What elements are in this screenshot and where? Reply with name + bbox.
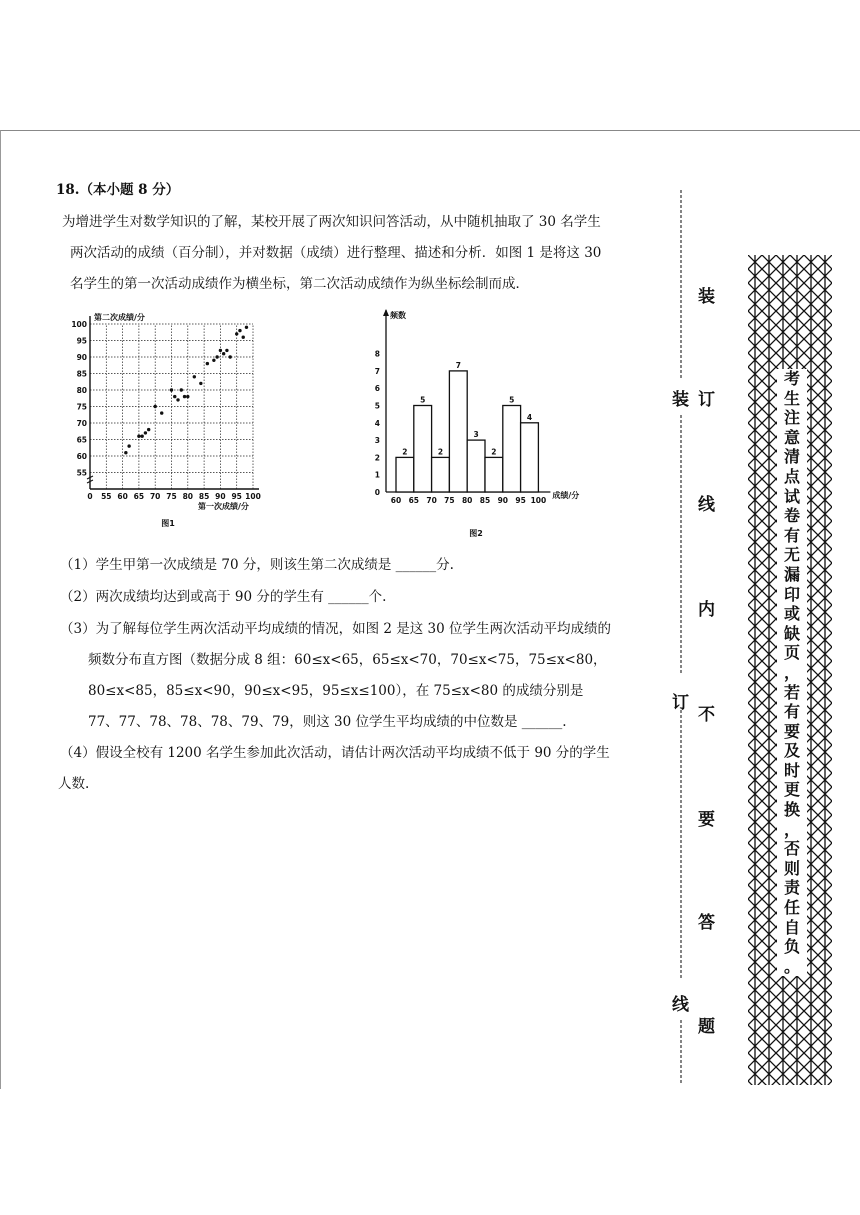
scatter-ytick: 85 (76, 369, 87, 379)
notice-char: 负 (783, 937, 800, 957)
scatter-point (173, 395, 176, 398)
scatter-ytick: 100 (71, 320, 87, 329)
hist-xtick: 80 (461, 496, 473, 505)
notice-char: 若 (783, 682, 800, 702)
scatter-xtick: 95 (231, 492, 242, 501)
scatter-point (219, 349, 222, 352)
notice-char: 则 (783, 858, 800, 878)
notice-char: ， (783, 819, 800, 839)
scatter-ytick: 90 (76, 353, 87, 362)
margin-left-char-2: 订 (672, 693, 689, 713)
notice-char: 注 (783, 408, 800, 428)
scatter-xtick: 90 (215, 492, 226, 501)
scatter-point (228, 355, 231, 358)
scatter-ytick: 55 (76, 468, 87, 478)
part-1: （1）学生甲第一次成绩是 70 分，则该生第二次成绩是 ______分. (60, 557, 454, 573)
notice-char: 责 (783, 878, 800, 898)
hist-ytick: 6 (374, 384, 380, 394)
notice-char: 有 (783, 525, 800, 545)
hist-xtick: 70 (426, 496, 437, 505)
scatter-point (193, 375, 196, 378)
notice-char: 。 (783, 956, 800, 976)
margin-right-char-1: 装 (698, 287, 715, 307)
part-3-line-2: 频数分布直方图（数据分成 8 组：60≤x<65，65≤x<70，70≤x<75，75≤x<80， (88, 652, 607, 668)
hist-ytick: 7 (374, 366, 380, 376)
scatter-point (160, 411, 163, 414)
part-4-line-1: （4）假设全校有 1200 名学生参加此次活动，请估计两次活动平均成绩不低于 90 分的学生 (60, 745, 610, 761)
part-2: （2）两次成绩均达到或高于 90 分的学生有 ______个. (60, 589, 387, 605)
hist-ytick: 5 (374, 401, 380, 411)
notice-char: 漏 (783, 564, 800, 584)
intro-line-1: 为增进学生对数学知识的了解，某校开展了两次知识问答活动，从中随机抽取了 30 名学生 (62, 214, 601, 230)
exam-notice-text (777, 369, 807, 976)
hist-bar (449, 371, 467, 492)
notice-char: ， (783, 662, 800, 682)
scatter-point (225, 349, 228, 352)
hist-title: 图2 (469, 529, 483, 538)
scatter-point (154, 405, 157, 408)
margin-right-char-6: 要 (698, 810, 715, 830)
scatter-point (140, 435, 143, 438)
hist-xtick: 90 (497, 496, 509, 505)
notice-char: 卷 (783, 506, 800, 526)
notice-char: 及 (783, 741, 800, 761)
notice-char: 考 (783, 369, 800, 388)
scatter-point (137, 435, 140, 438)
notice-char: 试 (783, 486, 800, 506)
hist-bar (396, 457, 414, 492)
scatter-point (212, 359, 215, 362)
scatter-xtick: 0 (87, 492, 93, 501)
notice-char: 自 (783, 917, 800, 937)
hist-bar-label: 2 (491, 447, 497, 457)
scatter-xtick: 75 (166, 492, 177, 501)
hist-xtick: 85 (479, 496, 491, 505)
scatter-xtick: 55 (101, 492, 112, 501)
notice-char: 任 (783, 898, 800, 918)
intro-line-3: 名学生的第一次活动成绩作为横坐标，第二次活动成绩作为纵坐标绘制而成． (70, 276, 529, 292)
scatter-ytick: 65 (76, 435, 87, 445)
margin-left-char-3: 线 (672, 995, 689, 1015)
notice-char: 有 (783, 702, 800, 722)
hist-ytick: 3 (374, 436, 380, 446)
scatter-title: 图1 (161, 519, 175, 528)
notice-char: 意 (783, 427, 800, 447)
scatter-point (215, 355, 218, 358)
binding-dashed-line (670, 190, 700, 1090)
margin-right-char-2: 订 (698, 390, 715, 410)
scatter-ytick: 80 (76, 386, 87, 395)
hist-ytick: 0 (374, 488, 380, 497)
scatter-xtick: 65 (133, 492, 145, 501)
notice-char: 印 (783, 584, 800, 604)
hist-bar-label: 4 (526, 412, 533, 422)
scatter-point (245, 326, 248, 329)
margin-right-char-7: 答 (698, 913, 715, 933)
scatter-point (127, 444, 130, 447)
scatter-ytick: 70 (76, 419, 87, 428)
margin-left-char-1: 装 (672, 390, 689, 410)
intro-line-2: 两次活动的成绩（百分制），并对数据（成绩）进行整理、描述和分析．如图 1 是将这 30 (70, 245, 602, 261)
scatter-point (170, 388, 173, 391)
scatter-xtick: 85 (198, 492, 210, 501)
hist-bar-label: 2 (402, 447, 408, 457)
margin-right-char-3: 线 (698, 495, 715, 515)
scatter-point (180, 388, 183, 391)
notice-char: 要 (783, 721, 800, 741)
margin-right-char-5: 不 (698, 705, 715, 725)
hist-bar (521, 423, 539, 492)
hist-xtick: 100 (530, 496, 547, 505)
scatter-xtick: 100 (245, 492, 261, 501)
scatter-point (222, 352, 225, 355)
notice-char: 时 (783, 760, 800, 780)
hist-bar-label: 2 (437, 447, 444, 457)
hist-bar-label: 7 (455, 360, 461, 370)
exam-sheet (0, 130, 860, 1089)
scatter-xlabel: 第一次成绩/分 (198, 502, 249, 511)
notice-char: 否 (783, 839, 800, 859)
notice-char: 缺 (783, 623, 800, 643)
scatter-point (238, 329, 241, 332)
hist-bar (414, 406, 432, 493)
notice-char: 无 (783, 545, 800, 565)
notice-char: 页 (783, 643, 800, 663)
notice-char: 点 (783, 466, 800, 486)
notice-char: 清 (783, 447, 800, 467)
part-3-line-4: 77、77、78、78、78、79、79，则这 30 位学生平均成绩的中位数是 ______. (88, 714, 567, 730)
scatter-point (199, 382, 202, 385)
part-3-line-3: 80≤x<85，85≤x<90，90≤x<95，95≤x≤100），在 75≤x<80 的成绩分别是 (88, 683, 584, 699)
hist-bar-label: 5 (509, 395, 515, 405)
histogram-svg (360, 306, 600, 546)
notice-char: 生 (783, 388, 800, 408)
part-3-line-1: （3）为了解每位学生两次活动平均成绩的情况，如图 2 是这 30 位学生两次活动平均成绩的 (60, 621, 612, 637)
part-4-line-2: 人数. (58, 776, 90, 792)
hist-xtick: 60 (390, 496, 402, 505)
scatter-xtick: 70 (149, 492, 161, 501)
hist-ytick: 1 (374, 470, 380, 480)
notice-char: 换 (783, 800, 800, 820)
scatter-point (147, 428, 150, 431)
margin-right-char-8: 题 (698, 1017, 715, 1037)
scatter-point (144, 431, 147, 434)
hist-ytick: 2 (374, 453, 380, 463)
scatter-xtick: 60 (117, 492, 128, 501)
scatter-point (183, 395, 186, 398)
hist-bar (432, 457, 450, 492)
scatter-point (186, 395, 189, 398)
scatter-point (176, 398, 179, 401)
margin-right-char-4: 内 (698, 600, 715, 620)
hist-bar (467, 440, 485, 492)
hist-ylabel: 频数 (390, 311, 406, 320)
scatter-point (242, 336, 245, 339)
question-header: 18.（本小题 8 分） (56, 182, 180, 198)
hist-bar (485, 457, 503, 492)
hist-bar (503, 406, 521, 493)
scatter-point (206, 362, 209, 365)
hist-ytick: 8 (374, 349, 380, 359)
hist-y-arrow (383, 309, 389, 316)
figure-2-histogram (360, 306, 600, 546)
scatter-svg (66, 306, 276, 536)
figure-1-scatter (66, 306, 276, 536)
scatter-ytick: 60 (76, 452, 87, 461)
scatter-ytick: 75 (76, 402, 87, 412)
hist-bar-label: 3 (473, 430, 479, 440)
scatter-xtick: 80 (182, 492, 194, 501)
scatter-ylabel: 第二次成绩/分 (94, 313, 145, 322)
notice-char: 更 (783, 780, 800, 800)
hist-bar-label: 5 (420, 395, 426, 405)
scatter-ytick: 95 (76, 336, 87, 346)
hist-xtick: 95 (515, 496, 526, 505)
hist-xlabel: 成绩/分 (552, 491, 580, 500)
scatter-point (235, 332, 238, 335)
hist-xtick: 75 (444, 496, 455, 505)
notice-char: 或 (783, 604, 800, 624)
hist-xtick: 65 (408, 496, 420, 505)
hist-ytick: 4 (374, 418, 380, 428)
scatter-point (124, 451, 127, 454)
